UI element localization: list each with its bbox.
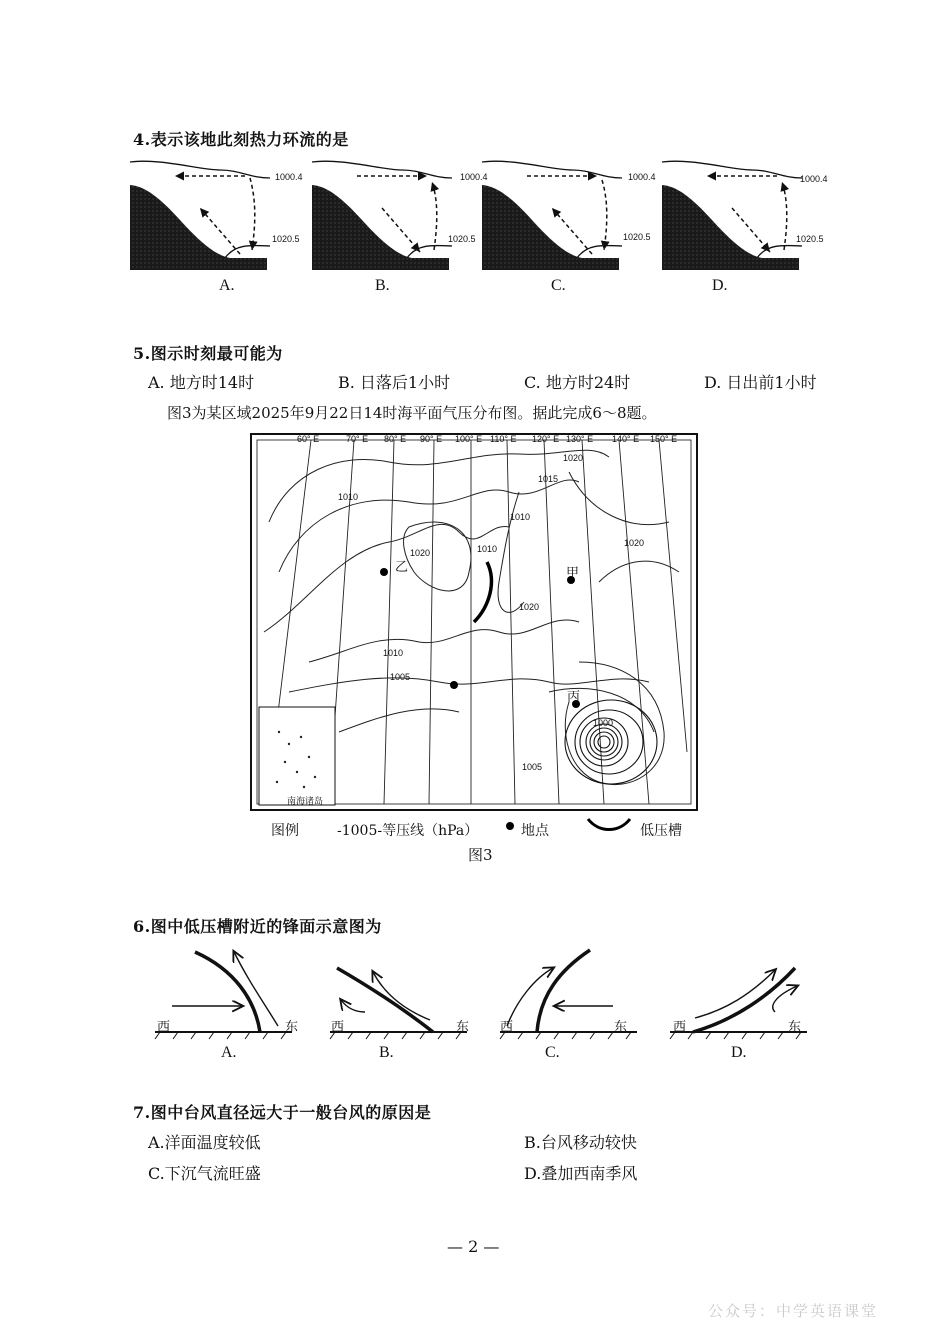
- figure-caption: 图3: [468, 846, 493, 864]
- q6-stem: 6.图中低压槽附近的锋面示意图为: [133, 917, 382, 936]
- q6-d-west: 西: [673, 1020, 687, 1035]
- q4-option-a[interactable]: A.: [219, 277, 235, 294]
- isobar-label-1010-plateau: 1010: [383, 648, 404, 658]
- q7-option-d[interactable]: D.叠加西南季风: [524, 1164, 638, 1183]
- legend-trough-icon: [584, 815, 634, 835]
- watermark: 公众号：中学英语课堂: [708, 1302, 879, 1320]
- lon-70: 70° E: [346, 434, 369, 444]
- q6-b-east: 东: [456, 1020, 470, 1035]
- q6-a-east: 东: [285, 1020, 299, 1035]
- isobar-label-1015: 1015: [538, 474, 559, 484]
- q4-d-iso-top: 1000.4: [800, 174, 828, 184]
- q6-diagrams: [150, 940, 810, 1048]
- q4-diagram-b: [312, 161, 452, 270]
- q5-option-a[interactable]: A. 地方时14时: [148, 373, 255, 392]
- place-jia: 甲: [566, 566, 580, 581]
- q4-a-iso-bottom: 1020.5: [272, 234, 300, 244]
- isobar-label-1020-south: 1020: [519, 602, 540, 612]
- q4-diagram-a: [130, 161, 270, 270]
- isobar-label-1005-west: 1005: [390, 672, 411, 682]
- place-bing: 丙: [567, 690, 581, 705]
- q4-diagrams: [120, 150, 820, 275]
- q4-d-iso-bottom: 1020.5: [796, 234, 824, 244]
- legend-isobar: -1005-等压线（hPa）: [337, 823, 479, 839]
- q7-option-b[interactable]: B.台风移动较快: [524, 1133, 637, 1152]
- q4-option-b[interactable]: B.: [375, 277, 390, 294]
- q4-option-d[interactable]: D.: [712, 277, 728, 294]
- q7-option-a[interactable]: A.洋面温度较低: [148, 1133, 261, 1152]
- isobar-label-1000: 1000: [593, 718, 614, 728]
- q6-c-east: 东: [614, 1020, 628, 1035]
- isobar-label-1005-south: 1005: [522, 762, 543, 772]
- lon-60: 60° E: [297, 434, 320, 444]
- q6-option-b[interactable]: B.: [379, 1044, 394, 1061]
- lon-150: 150° E: [650, 434, 678, 444]
- lon-100: 100° E: [455, 434, 483, 444]
- isobar-label-1020-east: 1020: [624, 538, 645, 548]
- isobar-label-1010-central: 1010: [510, 512, 531, 522]
- q4-diagram-d: [662, 161, 802, 270]
- isobar-label-1010-trough: 1010: [477, 544, 498, 554]
- page-number: — 2 —: [447, 1237, 500, 1256]
- q4-c-iso-bottom: 1020.5: [623, 232, 651, 242]
- isobar-label-1020-west: 1020: [410, 548, 431, 558]
- legend-point: 地点: [521, 823, 549, 839]
- legend-trough: 低压槽: [640, 823, 682, 839]
- intro-text: 图3为某区域2025年9月22日14时海平面气压分布图。据此完成6～8题。: [167, 404, 657, 422]
- q5-stem: 5.图示时刻最可能为: [133, 344, 283, 363]
- lon-110: 110° E: [490, 434, 517, 444]
- q5-option-b[interactable]: B. 日落后1小时: [338, 373, 451, 392]
- q4-c-iso-top: 1000.4: [628, 172, 656, 182]
- q6-b-west: 西: [331, 1020, 345, 1035]
- lon-90: 90° E: [420, 434, 443, 444]
- q6-diagram-d: [670, 968, 807, 1039]
- isobar-label-1010-west: 1010: [338, 492, 359, 502]
- q4-a-iso-top: 1000.4: [275, 172, 303, 182]
- q6-option-c[interactable]: C.: [545, 1044, 560, 1061]
- q4-b-iso-top: 1000.4: [460, 172, 488, 182]
- q6-a-west: 西: [157, 1020, 171, 1035]
- q6-diagram-b: [330, 968, 470, 1039]
- lon-80: 80° E: [384, 434, 407, 444]
- q6-c-west: 西: [500, 1020, 514, 1035]
- q5-option-d[interactable]: D. 日出前1小时: [704, 373, 817, 392]
- lon-140: 140° E: [612, 434, 640, 444]
- isobar-label-1020-north: 1020: [563, 453, 584, 463]
- q4-b-iso-bottom: 1020.5: [448, 234, 476, 244]
- q4-stem: 4.表示该地此刻热力环流的是: [133, 130, 349, 149]
- q5-option-c[interactable]: C. 地方时24时: [524, 373, 631, 392]
- q6-option-a[interactable]: A.: [221, 1044, 237, 1061]
- q7-stem: 7.图中台风直径远大于一般台风的原因是: [133, 1103, 432, 1122]
- place-yi: 乙: [395, 560, 409, 575]
- legend-title: 图例: [271, 823, 299, 839]
- q4-option-c[interactable]: C.: [551, 277, 566, 294]
- lon-120: 120° E: [532, 434, 560, 444]
- q4-diagram-c: [482, 161, 622, 270]
- inset-label: 南海诸岛: [287, 796, 324, 806]
- q6-diagram-a: [155, 952, 292, 1039]
- q6-option-d[interactable]: D.: [731, 1044, 747, 1061]
- q6-d-east: 东: [788, 1020, 802, 1035]
- legend-point-icon: [506, 822, 514, 830]
- pressure-map: [249, 432, 699, 812]
- q7-option-c[interactable]: C.下沉气流旺盛: [148, 1164, 261, 1183]
- lon-130: 130° E: [566, 434, 594, 444]
